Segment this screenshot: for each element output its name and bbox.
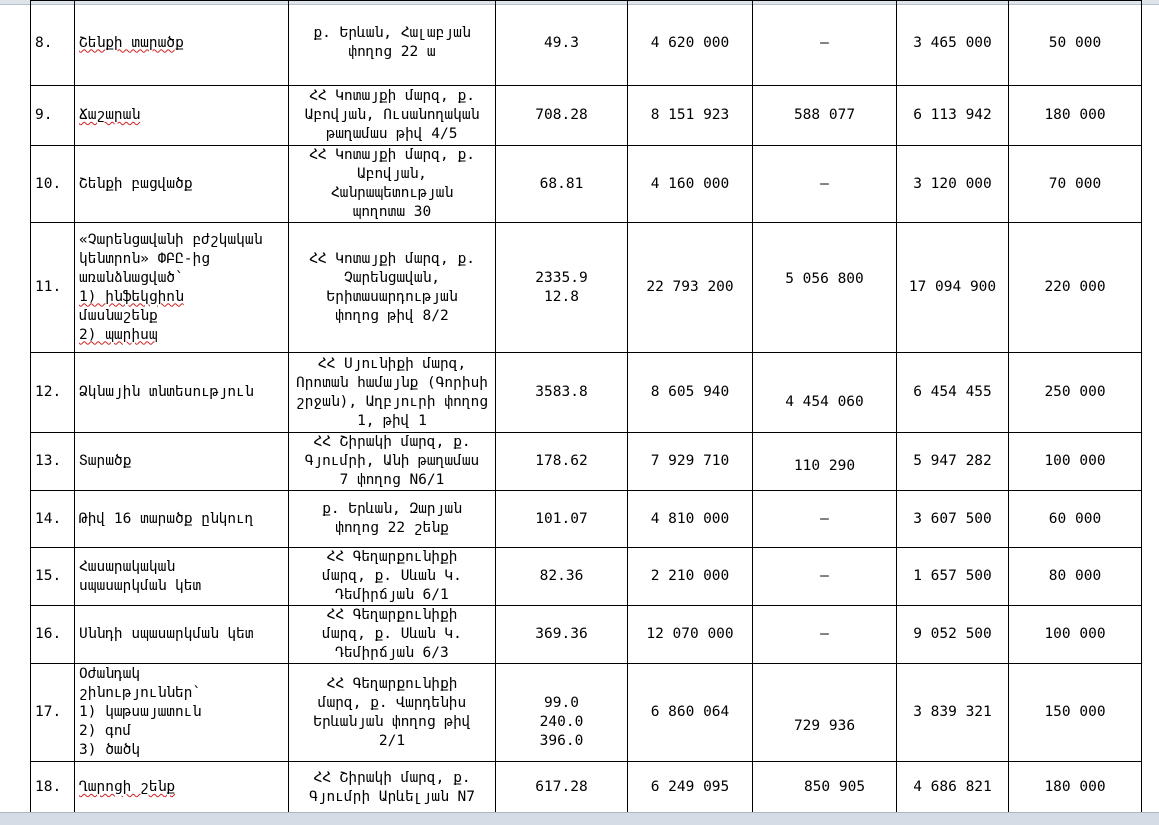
property-name: Հասարակական սպասարկման կետ [75, 548, 289, 606]
property-debt: – [753, 491, 897, 548]
row-number: 15. [31, 548, 75, 606]
table-row [31, 146, 1142, 223]
auction-step: 70 000 [1009, 146, 1142, 223]
auction-step: 180 000 [1009, 86, 1142, 146]
table-row [31, 664, 1142, 762]
property-name: Օժանդակ շինություններ` 1) կաթսայատուն 2) գոմ 3) ծածկ [75, 664, 289, 762]
property-debt: 110 290 [753, 433, 897, 491]
property-area: 178.62 [496, 433, 628, 491]
property-address: ՀՀ Գեղարքունիքի մարզ, ք. Սևան Կ. Դեմիրճյան 6/1 [289, 548, 496, 606]
property-table [30, 0, 1142, 814]
row-number: 18. [31, 762, 75, 814]
auction-step: 150 000 [1009, 664, 1142, 762]
property-price: 6 860 064 [628, 664, 753, 762]
property-debt: 588 077 [753, 86, 897, 146]
property-price: 6 249 095 [628, 762, 753, 814]
property-name: Թիվ 16 տարածք ընկուղ [75, 491, 289, 548]
property-debt: – [753, 1, 897, 86]
sale-price: 3 465 000 [897, 1, 1009, 86]
property-price: 8 605 940 [628, 353, 753, 433]
sale-price: 5 947 282 [897, 433, 1009, 491]
property-address: ՀՀ Շիրակի մարզ, ք. Գյումրի, Անի թաղամաս 7 փողոց N6/1 [289, 433, 496, 491]
auction-step: 80 000 [1009, 548, 1142, 606]
property-area: 101.07 [496, 491, 628, 548]
row-number: 10. [31, 146, 75, 223]
property-name: Սննդի սպասարկման կետ [75, 606, 289, 664]
property-name: Տարածք [75, 433, 289, 491]
property-name: Ձկնային տնտեսություն [75, 353, 289, 433]
property-address: ՀՀ Շիրակի մարզ, ք. Գյումրի Արևելյան N7 [289, 762, 496, 814]
sale-price: 3 120 000 [897, 146, 1009, 223]
property-address: ՀՀ Կոտայքի մարզ, ք. Աբովյան, Ուսանողական թաղամաս թիվ 4/5 [289, 86, 496, 146]
auction-step: 100 000 [1009, 433, 1142, 491]
table-row [31, 491, 1142, 548]
property-address: ք. Երևան, Զարյան փողոց 22 շենք [289, 491, 496, 548]
property-address: ՀՀ Գեղարքունիքի մարզ, ք. Վարդենիս Երևանյան փողոց թիվ 2/1 [289, 664, 496, 762]
property-area: 708.28 [496, 86, 628, 146]
property-address: ՀՀ Սյունիքի մարզ, Որոտան համայնք (Գորիսի շրջան), Աղբյուրի փողոց 1, թիվ 1 [289, 353, 496, 433]
property-area: 617.28 [496, 762, 628, 814]
property-name: Շենքի բացվածք [75, 146, 289, 223]
row-number: 8. [31, 1, 75, 86]
auction-step: 50 000 [1009, 1, 1142, 86]
table-row [31, 762, 1142, 814]
property-name: Շենքի տարածք [75, 1, 289, 86]
auction-step: 180 000 [1009, 762, 1142, 814]
property-name: Ղարոցի շենք [75, 762, 289, 814]
table-row [31, 433, 1142, 491]
table-row [31, 223, 1142, 353]
property-price: 8 151 923 [628, 86, 753, 146]
row-number: 12. [31, 353, 75, 433]
property-area: 68.81 [496, 146, 628, 223]
property-debt: 729 936 [753, 664, 897, 762]
property-debt: 850 905 [753, 762, 897, 814]
auction-step: 100 000 [1009, 606, 1142, 664]
table-row [31, 353, 1142, 433]
sale-price: 1 657 500 [897, 548, 1009, 606]
property-area: 369.36 [496, 606, 628, 664]
property-area: 3583.8 [496, 353, 628, 433]
sale-price: 6 113 942 [897, 86, 1009, 146]
property-debt: – [753, 146, 897, 223]
sale-price: 6 454 455 [897, 353, 1009, 433]
property-debt: – [753, 548, 897, 606]
row-number: 11. [31, 223, 75, 353]
property-debt: 4 454 060 [753, 353, 897, 433]
table-row [31, 86, 1142, 146]
row-number: 16. [31, 606, 75, 664]
property-debt: 5 056 800 [753, 223, 897, 353]
property-address: ՀՀ Գեղարքունիքի մարզ, ք. Սևան Կ. Դեմիրճյան 6/3 [289, 606, 496, 664]
table-row [31, 548, 1142, 606]
property-price: 4 810 000 [628, 491, 753, 548]
sale-price: 3 607 500 [897, 491, 1009, 548]
property-name: Ճաշարան [75, 86, 289, 146]
row-number: 14. [31, 491, 75, 548]
auction-step: 220 000 [1009, 223, 1142, 353]
sale-price: 4 686 821 [897, 762, 1009, 814]
row-number: 17. [31, 664, 75, 762]
property-price: 7 929 710 [628, 433, 753, 491]
table-row [31, 606, 1142, 664]
property-name: «Չարենցավանի բժշկական կենտրոն» ՓԲԸ-ից առանձնացված` 1) ինֆեկցիոն մասնաշենք 2) պարիսպ [75, 223, 289, 353]
property-area: 2335.9 12.8 [496, 223, 628, 353]
property-price: 4 620 000 [628, 1, 753, 86]
property-price: 22 793 200 [628, 223, 753, 353]
property-area: 82.36 [496, 548, 628, 606]
table-row [31, 1, 1142, 86]
property-area: 99.0 240.0 396.0 [496, 664, 628, 762]
property-debt: – [753, 606, 897, 664]
property-address: ՀՀ Կոտայքի մարզ, ք. Չարենցավան, Երիտասարդության փողոց թիվ 8/2 [289, 223, 496, 353]
row-number: 9. [31, 86, 75, 146]
property-area: 49.3 [496, 1, 628, 86]
property-address: ՀՀ Կոտայքի մարզ, ք. Աբովյան, Հանրապետության պողոտա 30 [289, 146, 496, 223]
sale-price: 9 052 500 [897, 606, 1009, 664]
auction-step: 250 000 [1009, 353, 1142, 433]
window-bottom-bar [0, 812, 1159, 825]
property-price: 4 160 000 [628, 146, 753, 223]
row-number: 13. [31, 433, 75, 491]
sale-price: 3 839 321 [897, 664, 1009, 762]
auction-step: 60 000 [1009, 491, 1142, 548]
property-price: 2 210 000 [628, 548, 753, 606]
property-price: 12 070 000 [628, 606, 753, 664]
sale-price: 17 094 900 [897, 223, 1009, 353]
property-address: ք. Երևան, Հալաբյան փողոց 22 ա [289, 1, 496, 86]
